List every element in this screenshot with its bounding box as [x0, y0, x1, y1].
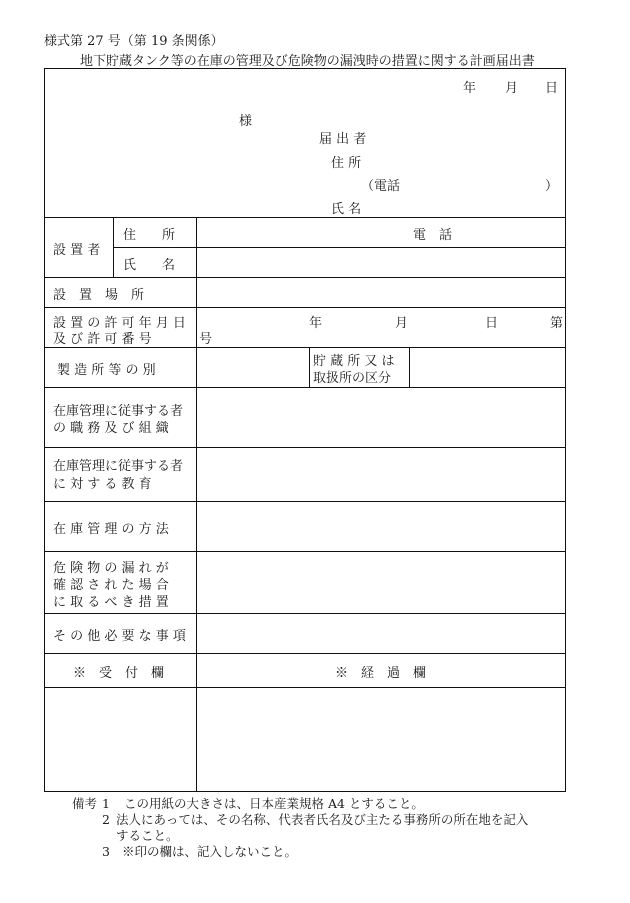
facility-type-label: 製 造 所 等 の 別: [57, 363, 156, 378]
date-month: 月: [505, 81, 519, 96]
permit-go: 号: [199, 332, 213, 347]
note-text: 法人にあっては、その名称、代表者氏名及び主たる事務所の所在地を記入: [116, 812, 529, 827]
row-divider: [45, 307, 565, 308]
column-divider: [309, 347, 310, 387]
permit-dai: 第: [550, 316, 564, 331]
note-number: 1: [102, 796, 110, 811]
permit-label-line1: 設 置 の 許 可 年 月 日: [53, 316, 186, 331]
row-divider: [45, 217, 565, 218]
leak-label-line3: に 取 る べ き 措 置: [53, 595, 169, 610]
installer-name-label: 氏 名: [123, 258, 176, 273]
staff-label-line2: の 職 務 及 び 組 織: [53, 421, 169, 436]
note-number: 2: [102, 812, 110, 827]
permit-label-line2: 及 び 許 可 番 号: [53, 332, 152, 347]
education-label-line2: に 対 す る 教 育: [53, 477, 152, 492]
storage-category-line2: 取扱所の区分: [313, 371, 392, 386]
note-number: 3: [102, 844, 110, 859]
notifier-name-label: 氏 名: [331, 202, 362, 217]
column-divider: [409, 347, 410, 387]
row-divider: [45, 501, 565, 502]
leak-label-line2: 確 認 さ れ た 場 合: [53, 578, 169, 593]
installer-phone-label: 電 話: [413, 228, 453, 243]
row-divider: [45, 447, 565, 448]
permit-year: 年: [309, 316, 323, 331]
note-text: この用紙の大きさは、日本産業規格 A4 とすること。: [124, 796, 424, 811]
note-text: すること。: [116, 828, 179, 843]
permit-month: 月: [395, 316, 409, 331]
row-divider: [45, 687, 565, 688]
row-divider: [45, 551, 565, 552]
note-text: ※印の欄は、記入しないこと。: [122, 844, 298, 859]
notifier-phone-close: ）: [545, 179, 559, 194]
notifier-label: 届 出 者: [319, 132, 367, 147]
form-number: 様式第 27 号（第 19 条関係）: [44, 34, 224, 49]
row-divider: [45, 653, 565, 654]
notifier-address-label: 住 所: [331, 156, 362, 171]
permit-day: 日: [485, 316, 499, 331]
row-divider: [45, 347, 565, 348]
education-label-line1: 在庫管理に従事する者: [53, 459, 184, 474]
column-divider: [196, 217, 197, 791]
row-divider: [45, 277, 565, 278]
installer-label: 設 置 者: [53, 243, 101, 258]
notes-label: 備考: [72, 796, 98, 811]
staff-label-line1: 在庫管理に従事する者: [53, 404, 184, 419]
method-label: 在 庫 管 理 の 方 法: [53, 522, 169, 537]
date-year: 年: [463, 81, 477, 96]
row-divider: [45, 613, 565, 614]
notifier-phone-open: （電話: [361, 179, 401, 194]
location-label: 設 置 場 所: [53, 288, 145, 303]
form-table: [44, 68, 566, 792]
row-divider: [113, 247, 565, 248]
other-label: そ の 他 必 要 な 事 項: [53, 629, 186, 644]
reception-header: ※ 受 付 欄: [73, 666, 165, 681]
row-divider: [45, 387, 565, 388]
form-title: 地下貯蔵タンク等の在庫の管理及び危険物の漏洩時の措置に関する計画届出書: [80, 54, 535, 69]
addressee-suffix: 様: [239, 114, 253, 129]
installer-address-label: 住 所: [123, 228, 176, 243]
date-day: 日: [545, 81, 559, 96]
storage-category-line1: 貯 蔵 所 又 は: [313, 354, 395, 369]
leak-label-line1: 危 険 物 の 漏 れ が: [53, 561, 169, 576]
column-divider: [113, 217, 114, 277]
progress-header: ※ 経 過 欄: [335, 666, 427, 681]
